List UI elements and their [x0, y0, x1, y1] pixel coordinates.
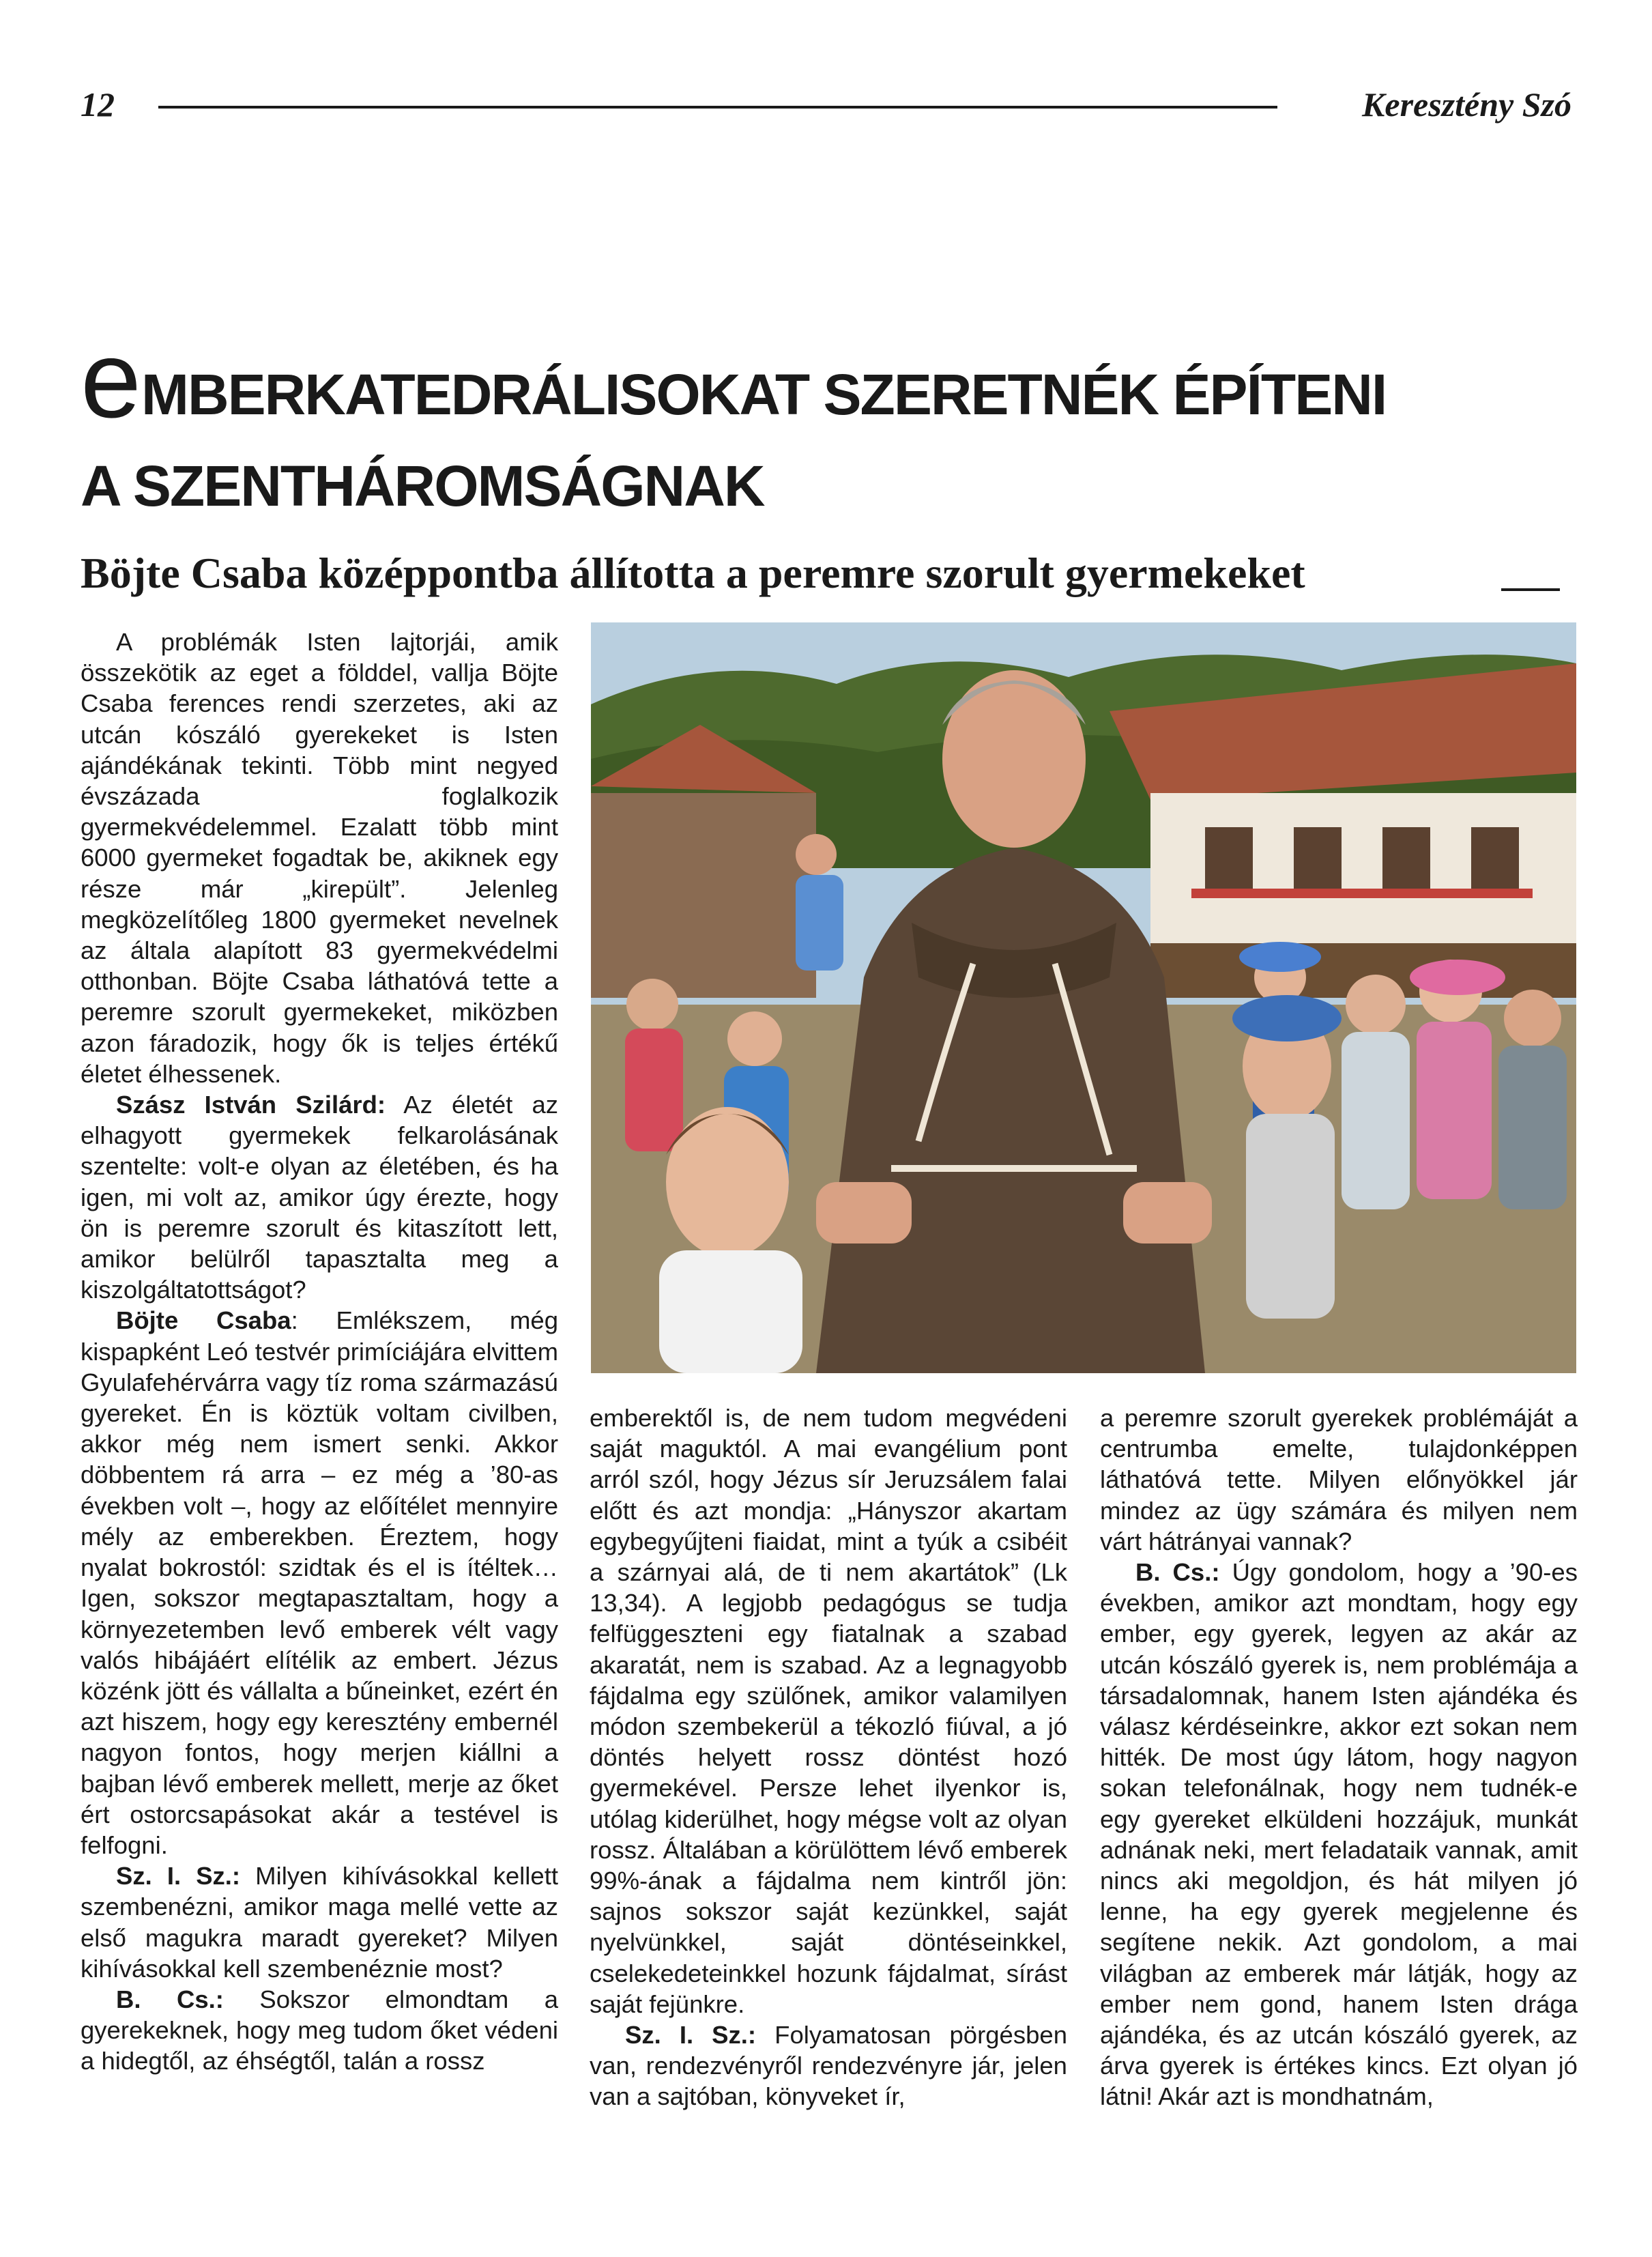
- paragraph: [81, 1860, 558, 1984]
- text-column-2: [590, 1403, 1067, 2112]
- paragraph-text: Úgy gondolom, hogy a ’90-es években, amikor azt mondtam, hogy egy ember, egy gyerek, legyen az akár az utcán kószáló gyerek is, nem problémája a társadalomnak, hanem Isten ajándéka és válasz kérdéseinkre, akkor ezt sokan nem hitték. De most úgy látom, hogy nagyon sokan telefonálnak, hogy nem tudnék-e egy gyereket elküldeni hozzájuk, munkát adnának neki, mert feladataik vannak, amit nincs aki megoldjon, és hát milyen jó lenne, ha egy gyerek megjelenne és segítene nekik. Azt gondolom, a mai világban az emberek már látják, hogy az ember nem gond, hanem Isten drága ajándéka, és az utcán kószáló gyerek, az árva gyerek is értékes kincs. Ezt olyan jó látni! Akár azt is mondhatnám,: [1100, 1558, 1578, 2111]
- speaker-name: B. Cs.:: [116, 1985, 224, 2013]
- subtitle-rule: [1501, 588, 1560, 591]
- paragraph-text: A problémák Isten lajtorjái, amik összekötik az eget a földdel, vallja Böjte Csaba ferences rendi szerzetes, aki az utcán kószáló gyerekeket is Isten ajándékának tekinti. Több mint negyed évszázada foglalkozik gyermekvédelemmel. Ezalatt több mint 6000 gyermeket fogadtak be, akiknek egy része már „kirepült”. Jelenleg megközelítőleg 1800 gyermeket nevelnek az általa alapított 83 gyermekvédelmi otthonban. Böjte Csaba láthatóvá tette a peremre szorult gyermekeket, miközben azon fáradozik, hogy ők is teljes értékű életet élhessenek.: [81, 628, 558, 1088]
- speaker-name: Böjte Csaba: [116, 1306, 291, 1335]
- speaker-name: Sz. I. Sz.:: [625, 2021, 757, 2050]
- speaker-name: Sz. I. Sz.:: [116, 1862, 241, 1891]
- headline-line-1: [81, 318, 1575, 440]
- paragraph-text: Az életét az elhagyott gyermekek felkarolásának szentelte: volt-e olyan az életében, és ha igen, mi volt az, amikor úgy érezte, hogy ön is peremre szorult és kitaszított lett, amikor belülről tapasztalta meg a kiszolgáltatottságot?: [81, 1091, 558, 1304]
- paragraph: [81, 627, 558, 1089]
- publication-name: Keresztény Szó: [1362, 85, 1571, 124]
- header-rule: [158, 106, 1277, 109]
- paragraph: [590, 2019, 1067, 2112]
- text-column-3: [1100, 1403, 1578, 2112]
- article-photo: [591, 622, 1576, 1373]
- paragraph: [590, 1403, 1067, 2019]
- headline-line-1-text: MBERKATEDRÁLISOKAT SZERETNÉK ÉPÍTENI: [141, 362, 1387, 427]
- paragraph-text: emberektől is, de nem tudom megvédeni saját maguktól. A mai evangélium pont arról szól, hogy Jézus sír Jeruzsálem falai előtt és azt mondja: „Hányszor akartam egybegyűjteni fiaidat, mint a tyúk a csibéit a szárnyai alá, de ti nem akartátok” (Lk 13,34). A legjobb pedagógus se tudja felfüggeszteni egy fiatalnak a szabad akaratát, nem is szabad. Az a legnagyobb fájdalma egy szülőnek, amikor valamilyen módon szembekerül a tékozló fiúval, a jó döntés helyett rossz döntést hozó gyermekével. Persze lehet ilyenkor is, utólag kiderülhet, hogy mégse volt az olyan rossz. Általában a körülöttem lévő emberek 99%-ának a fájdalma nem kintről jön: sajnos sokszor saját kezünkkel, saját nyelvünkkel, saját döntéseinkkel, cselekedeteinkkel hozunk fájdalmat, sírást saját fejünkre.: [590, 1404, 1068, 2018]
- article-subtitle: Böjte Csaba középpontba állította a peremre szorult gyermekeket: [81, 549, 1305, 597]
- text-column-1: [81, 627, 558, 2077]
- paragraph: [81, 1984, 558, 2077]
- paragraph-text: Milyen kihívásokkal kellett szembenézni, amikor maga mellé vette az első magukra maradt gyereket? Milyen kihívásokkal kell szembenéznie most?: [81, 1862, 558, 1983]
- page-number: 12: [81, 85, 115, 124]
- paragraph: [1100, 1403, 1578, 1557]
- article-headline: [81, 318, 1575, 518]
- paragraph-text: Folyamatosan pörgésben van, rendezvényről rendezvényre jár, jelen van a sajtóban, könyveket ír,: [590, 2021, 1067, 2111]
- headline-line-2: A SZENTHÁROMSÁGNAK: [81, 454, 764, 518]
- paragraph-text: a peremre szorult gyerekek problémáját a centrumba emelte, tulajdonképpen láthatóvá tette. Milyen előnyökkel jár mindez az ügy számára és milyen nem várt hátrányai vannak?: [1100, 1404, 1578, 1555]
- paragraph: [81, 1089, 558, 1305]
- headline-dropcap: e: [81, 318, 140, 440]
- paragraph: [1100, 1557, 1578, 2112]
- speaker-name: B. Cs.:: [1135, 1558, 1220, 1587]
- paragraph-text: Sokszor elmondtam a gyerekeknek, hogy meg tudom őket védeni a hidegtől, az éhségtől, talán a rossz: [81, 1985, 558, 2075]
- paragraph: [81, 1305, 558, 1860]
- paragraph-text: : Emlékszem, még kispapként Leó testvér primíciájára elvittem Gyulafehérvárra vagy tíz roma származású gyereket. Én is köztük voltam civilben, akkor még nem ismert senki. Akkor döbbentem rá arra – ez még a ’80-as években volt –, hogy az előítélet mennyire mély az emberekben. Éreztem, hogy nyalat bokrostól: szidtak és el is ítéltek… Igen, sokszor megtapasztaltam, hogy a környezetemben levő emberek vélt vagy valós hibájáért elítélik az embert. Jézus közénk jött és vállalta a bűneinket, ezért én azt hiszem, hogy egy keresztény embernél nagyon fontos, hogy merjen kiállni a bajban lévő emberek mellett, merje az őket ért ostorcsapásokat akár a testével is felfogni.: [81, 1306, 558, 1859]
- speaker-name: Szász István Szilárd:: [116, 1091, 386, 1119]
